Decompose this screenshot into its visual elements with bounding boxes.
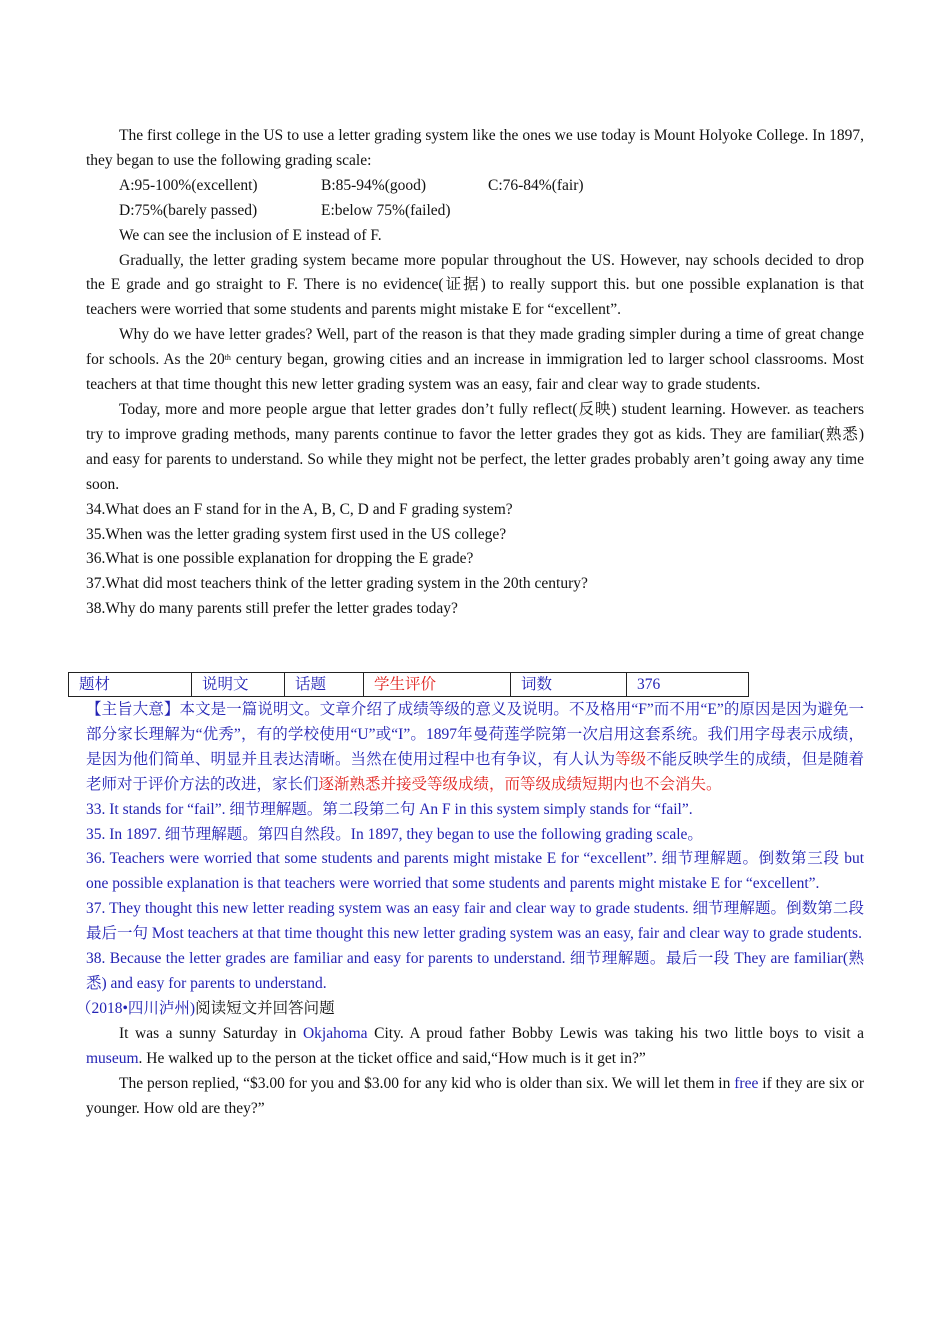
next-p1-text-a: It was a sunny Saturday in xyxy=(119,1024,303,1042)
question-36: 36.What is one possible explanation for dropping the E grade? xyxy=(86,550,474,568)
paragraph-1: The first college in the US to use a letter grading system like the ones we use today is Mount Holyoke College. In 1897, they began to use the following grading scale: xyxy=(86,127,864,169)
paragraph-3: Gradually, the letter grading system became more popular throughout the US. However, nay schools decided to drop the E grade and go straight to F. There is no evidence(证据) to really support this. but one possible explanation is that teachers were worried that some students and parents might mistake E for “excellent”. xyxy=(86,251,864,319)
meta-wordcount-value: 376 xyxy=(627,673,749,697)
meta-wordcount-label: 词数 xyxy=(511,673,627,697)
paragraph-4 xyxy=(86,323,864,398)
next-passage-instruction: 阅读短文并回答问题 xyxy=(195,999,335,1017)
meta-topic-label: 话题 xyxy=(285,673,364,697)
summary-end: ，而等级成绩短期内也不会消失。 xyxy=(489,775,722,793)
next-passage-source: （2018•四川泸州) xyxy=(76,999,196,1017)
meta-genre-label: 题材 xyxy=(69,673,192,697)
meta-table xyxy=(68,672,749,697)
answer-section xyxy=(76,698,864,1121)
next-p1-text-c: . He walked up to the person at the ticket office and said,“How much is it get in?” xyxy=(138,1049,646,1067)
summary xyxy=(86,698,864,798)
superscript-th: th xyxy=(224,353,231,363)
summary-main: 【主旨大意】本文是一篇说明文。文章介绍了成绩等级的意义及说明。不及格用“F”而不用“E”的原因是因为避免一部分家长理解为“优秀”，有的学校使用“U”或“I”。1897年曼荷莲学院第一次启用这套系统。我们用字母表示成绩，是因为他们简单、明显并且表达清晰。当然在使用过程中也有争议，有人认为 xyxy=(86,701,864,768)
next-p1-text-b: City. A proud father Bobby Lewis was taking his two little boys to visit a xyxy=(367,1024,864,1042)
next-p2-text-a: The person replied, “$3.00 for you and $3.00 for any kid who is older than six. We will let them in xyxy=(119,1074,735,1092)
link-free: free xyxy=(734,1074,759,1092)
answer-33: 33. It stands for “fail”. 细节理解题。第二段第二句 An F in this system simply stands for “fail”. xyxy=(86,800,693,818)
question-34: 34.What does an F stand for in the A, B, C, D and F grading system? xyxy=(86,500,513,518)
question-37: 37.What did most teachers think of the letter grading system in the 20th century? xyxy=(86,575,588,593)
paragraph-4-end: century began, growing cities and an increase in immigration led to larger school classrooms. Most teachers at that time thought this new letter grading system was an easy, fair and clear way to grade students. xyxy=(86,351,864,394)
grade-a: A:95-100%(excellent) xyxy=(119,176,258,194)
next-passage-heading xyxy=(76,997,864,1022)
paragraph-5: Today, more and more people argue that letter grades don’t fully reflect(反映) student learning. However. as teachers try to improve grading methods, many parents continue to favor the letter grades they got as kids. They are familiar(熟悉) and easy for parents to understand. So while they might not be perfect, the letter grades probably aren’t going away any time soon. xyxy=(86,400,864,493)
grade-c: C:76-84%(fair) xyxy=(488,176,584,194)
grade-scale xyxy=(86,174,864,224)
meta-genre-value: 说明文 xyxy=(192,673,285,697)
passage xyxy=(86,124,864,622)
summary-highlight-1: 等级 xyxy=(615,750,647,768)
paragraph-4-start: Why do we have letter grades? Well, part of the reason is that they made grading simpler during a time of great change for schools. As the 20 xyxy=(86,326,864,369)
answer-37: 37. They thought this new letter reading system was an easy fair and clear way to grade students. 细节理解题。倒数第二段最后一句 Most teachers at that time thought this new letter grading system was an easy, fair and clear way to grade students. xyxy=(86,900,864,943)
grade-b: B:85-94%(good) xyxy=(321,176,427,194)
answer-35: 35. In 1897. 细节理解题。第四自然段。In 1897, they began to use the following grading scale。 xyxy=(86,825,703,843)
next-paragraph-2 xyxy=(86,1072,864,1122)
answer-38: 38. Because the letter grades are familiar and easy for parents to understand. 细节理解题。最后一段 They are familiar(熟悉) and easy for parents to understand. xyxy=(86,950,864,992)
next-paragraph-1 xyxy=(86,1022,864,1072)
grade-d: D:75%(barely passed) xyxy=(119,201,258,219)
paragraph-2: We can see the inclusion of E instead of F. xyxy=(119,226,382,244)
summary-middle: 不能反映学生的成绩，但是随着老师对于评价方法的改进，家长们 xyxy=(86,750,864,793)
next-p2-text-b: if they are six or younger. How old are they?” xyxy=(86,1074,864,1117)
summary-highlight-2: 逐渐熟悉并接受等级成绩 xyxy=(318,775,490,793)
meta-topic-value: 学生评价 xyxy=(364,673,511,697)
link-museum: museum xyxy=(86,1049,139,1067)
question-38: 38.Why do many parents still prefer the letter grades today? xyxy=(86,600,458,618)
grade-e: E:below 75%(failed) xyxy=(321,201,451,219)
question-35: 35.When was the letter grading system first used in the US college? xyxy=(86,525,507,543)
link-okjahoma: Okjahoma xyxy=(302,1024,368,1042)
answer-36: 36. Teachers were worried that some students and parents might mistake E for “excellent”. 细节理解题。倒数第三段 but one possible explanation is that teachers were worried that some students and parents might mistake E for “excellent”. xyxy=(86,850,864,893)
